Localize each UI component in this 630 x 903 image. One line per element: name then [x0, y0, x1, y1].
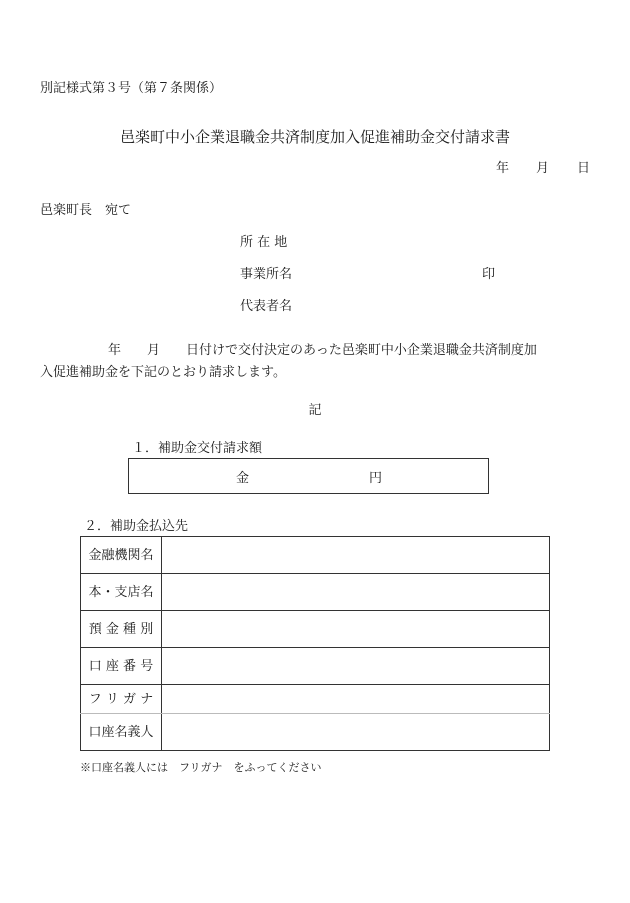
date-day: 日 — [577, 161, 591, 176]
table-row — [81, 714, 550, 751]
date-year: 年 — [496, 161, 510, 176]
table-row — [81, 648, 550, 685]
amount-yen-label: 円 — [369, 471, 383, 486]
seal-mark: 印 — [482, 267, 496, 282]
bank-name-label: 金融機関名 — [81, 537, 162, 574]
request-text-line-2: 入促進補助金を下記のとおり請求します。 — [40, 365, 286, 380]
table-row — [81, 537, 550, 574]
date-month: 月 — [536, 161, 550, 176]
account-holder-label: 口座名義人 — [81, 714, 162, 751]
branch-name-field[interactable] — [162, 574, 550, 611]
amount-box — [128, 458, 489, 494]
section2-title: ２．補助金払込先 — [84, 519, 189, 534]
addressee: 邑楽町長 宛て — [40, 203, 132, 218]
bank-account-table — [80, 536, 550, 751]
ki-heading: 記 — [308, 403, 322, 418]
account-number-label: 口 座 番 号 — [81, 648, 162, 685]
sender-representative-label: 代表者名 — [240, 299, 293, 314]
deposit-type-field[interactable] — [162, 611, 550, 648]
section1-title: １．補助金交付請求額 — [132, 441, 263, 456]
bank-name-field[interactable] — [162, 537, 550, 574]
date-row — [496, 162, 590, 175]
branch-name-label: 本・支店名 — [81, 574, 162, 611]
account-holder-field[interactable] — [162, 714, 550, 751]
form-number: 別記様式第３号（第７条関係） — [40, 81, 223, 96]
table-row — [81, 574, 550, 611]
sender-company-label: 事業所名 — [240, 267, 293, 282]
deposit-type-label: 預 金 種 別 — [81, 611, 162, 648]
account-number-field[interactable] — [162, 648, 550, 685]
furigana-label: フ リ ガ ナ — [81, 685, 162, 714]
request-text-line-1: 年 月 日付けで交付決定のあった邑楽町中小企業退職金共済制度加 — [108, 343, 537, 358]
table-row — [81, 611, 550, 648]
furigana-field[interactable] — [162, 685, 550, 714]
table-row — [81, 685, 550, 714]
sender-address-label: 所 在 地 — [240, 235, 288, 250]
furigana-note: ※口座名義人には フリガナ をふってください — [80, 761, 322, 774]
amount-kin-label: 金 — [236, 471, 250, 486]
document-title: 邑楽町中小企業退職金共済制度加入促進補助金交付請求書 — [119, 128, 510, 146]
